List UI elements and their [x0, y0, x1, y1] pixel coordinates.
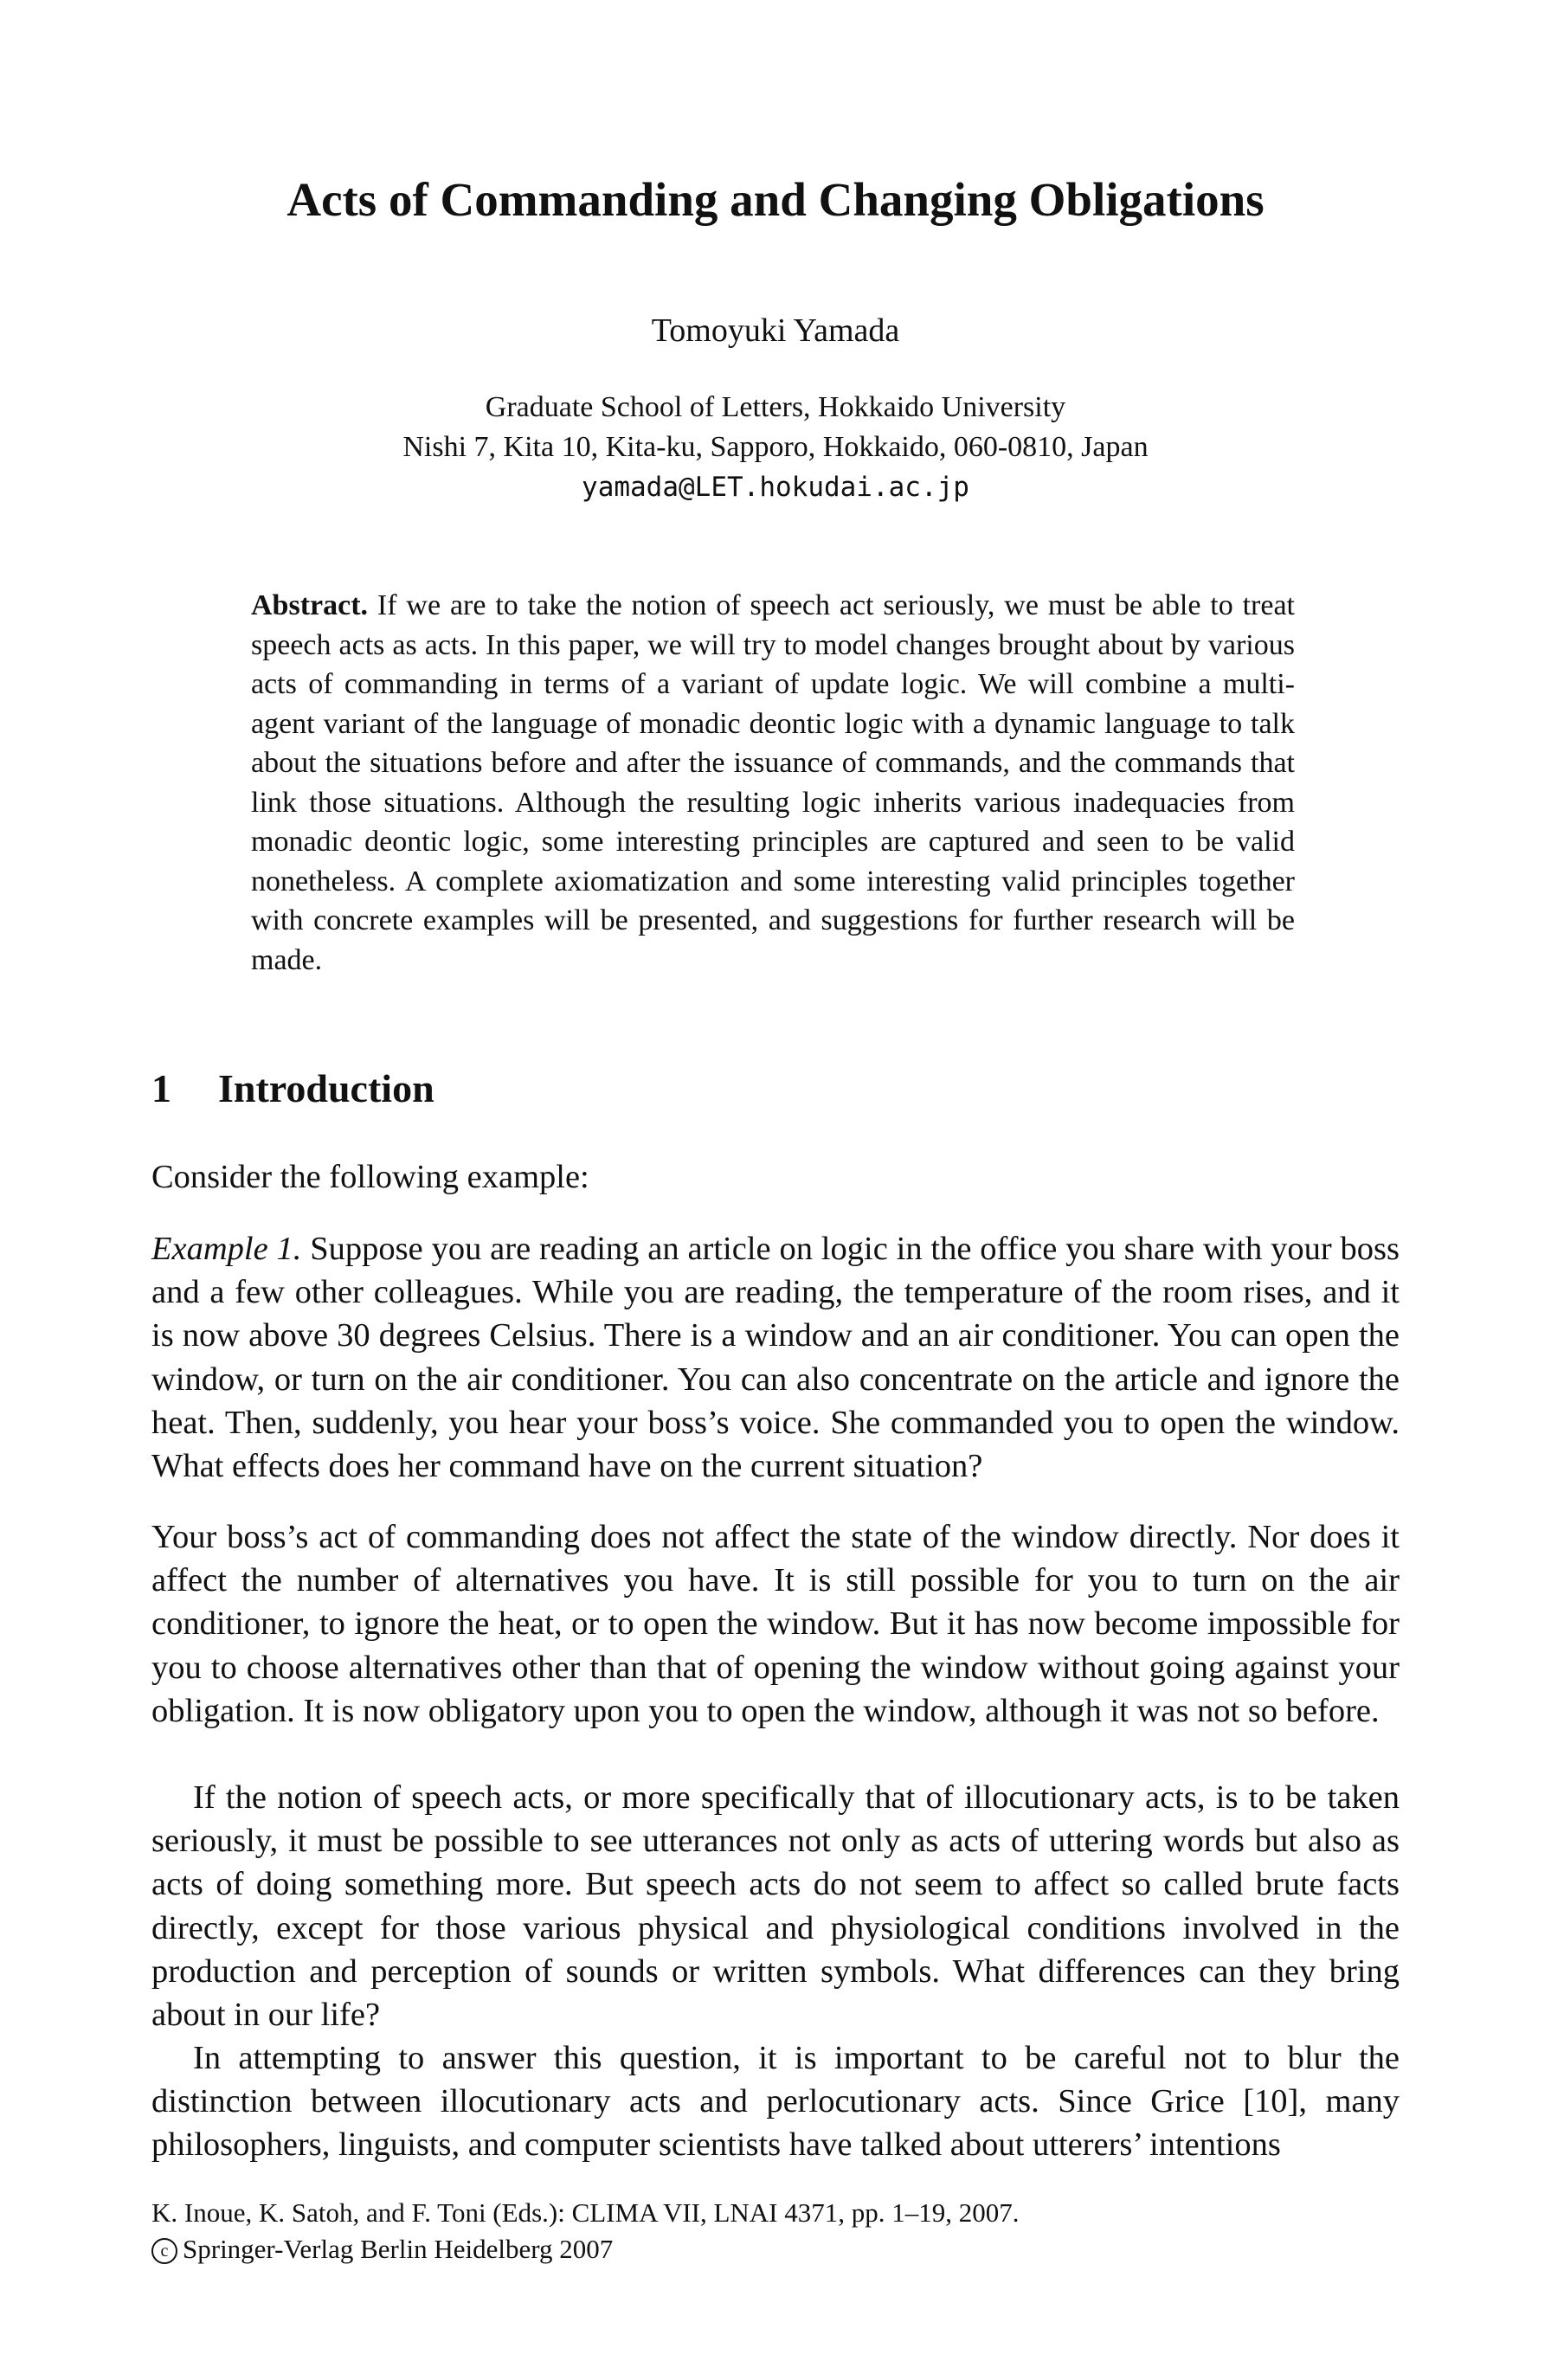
paragraph-speech-acts: If the notion of speech acts, or more specifically that of illocutionary acts, is to be taken seriously, it must be possible to see utterances not only as acts of uttering words but also as acts of doing something more. But speech acts do not seem to affect so called brute facts directly, except for those various physical and physiological conditions involved in the production and perception of sounds or written symbols. What differences can they bring about in our life? [151, 1779, 1400, 2034]
abstract [251, 586, 1295, 980]
affiliation-block [0, 388, 1551, 507]
affiliation-line-1: Graduate School of Letters, Hokkaido University [485, 391, 1066, 423]
copyright-text: Springer-Verlag Berlin Heidelberg 2007 [183, 2234, 614, 2264]
abstract-text: If we are to take the notion of speech act seriously, we must be able to treat speech acts as acts. In this paper, we will try to model changes brought about by various acts of commanding in terms of a variant of update logic. We will combine a multi-agent variant of the language of monadic deontic logic with a dynamic language to talk about the situations before and after the issuance of commands, and the commands that link those situations. Although the resulting logic inherits various inadequacies from monadic deontic logic, some interesting principles are captured and seen to be valid nonetheless. A complete axiomatization and some interesting valid principles together with concrete examples will be presented, and suggestions for further research will be made. [251, 589, 1295, 976]
example-paragraph [151, 1227, 1400, 1488]
paragraph-commanding-effects: Your boss’s act of commanding does not affect the state of the window directly. Nor does it affect the number of alternatives you have. It is still possible for you to turn on the air conditioner, to ignore the heat, or to open the window. But it has now become impossible for you to choose alternatives other than that of opening the window without going against your obligation. It is now obligatory upon you to open the window, although it was not so before. [151, 1519, 1400, 1729]
example-text: Suppose you are reading an article on logic in the office you share with your boss and a few other colleagues. While you are reading, the temperature of the room rises, and it is now above 30 degrees Celsius. There is a window and an air conditioner. You can open the window, or turn on the air conditioner. You can also concentrate on the article and ignore the heat. Then, suddenly, you hear your boss’s voice. She commanded you to open the window. What effects does her command have on the current situation? [151, 1231, 1400, 1485]
footer-citation-block [151, 2195, 1020, 2267]
example-label: Example 1. [151, 1231, 302, 1267]
paper-title: Acts of Commanding and Changing Obligations [286, 173, 1265, 226]
paragraph-illocutionary: In attempting to answer this question, it is important to be careful not to blur the distinction between illocutionary acts and perlocutionary acts. Since Grice [10], many philosophers, linguists, and computer scientists have talked about utterers’ intentions [151, 2040, 1400, 2164]
author-email: yamada@LET.hokudai.ac.jp [582, 472, 969, 503]
author-name: Tomoyuki Yamada [651, 312, 900, 349]
section-heading-introduction [151, 1063, 434, 1115]
affiliation-line-2: Nishi 7, Kita 10, Kita-ku, Sapporo, Hokkaido, 060-0810, Japan [402, 431, 1149, 463]
section-title: Introduction [218, 1066, 434, 1110]
copyright-icon: c [151, 2238, 177, 2264]
footer-citation: K. Inoue, K. Satoh, and F. Toni (Eds.): CLIMA VII, LNAI 4371, pp. 1–19, 2007. [151, 2197, 1020, 2228]
paragraph-intro: Consider the following example: [151, 1159, 589, 1195]
footer-copyright [151, 2231, 1020, 2267]
section-number: 1 [151, 1066, 171, 1110]
abstract-label: Abstract. [251, 589, 369, 621]
